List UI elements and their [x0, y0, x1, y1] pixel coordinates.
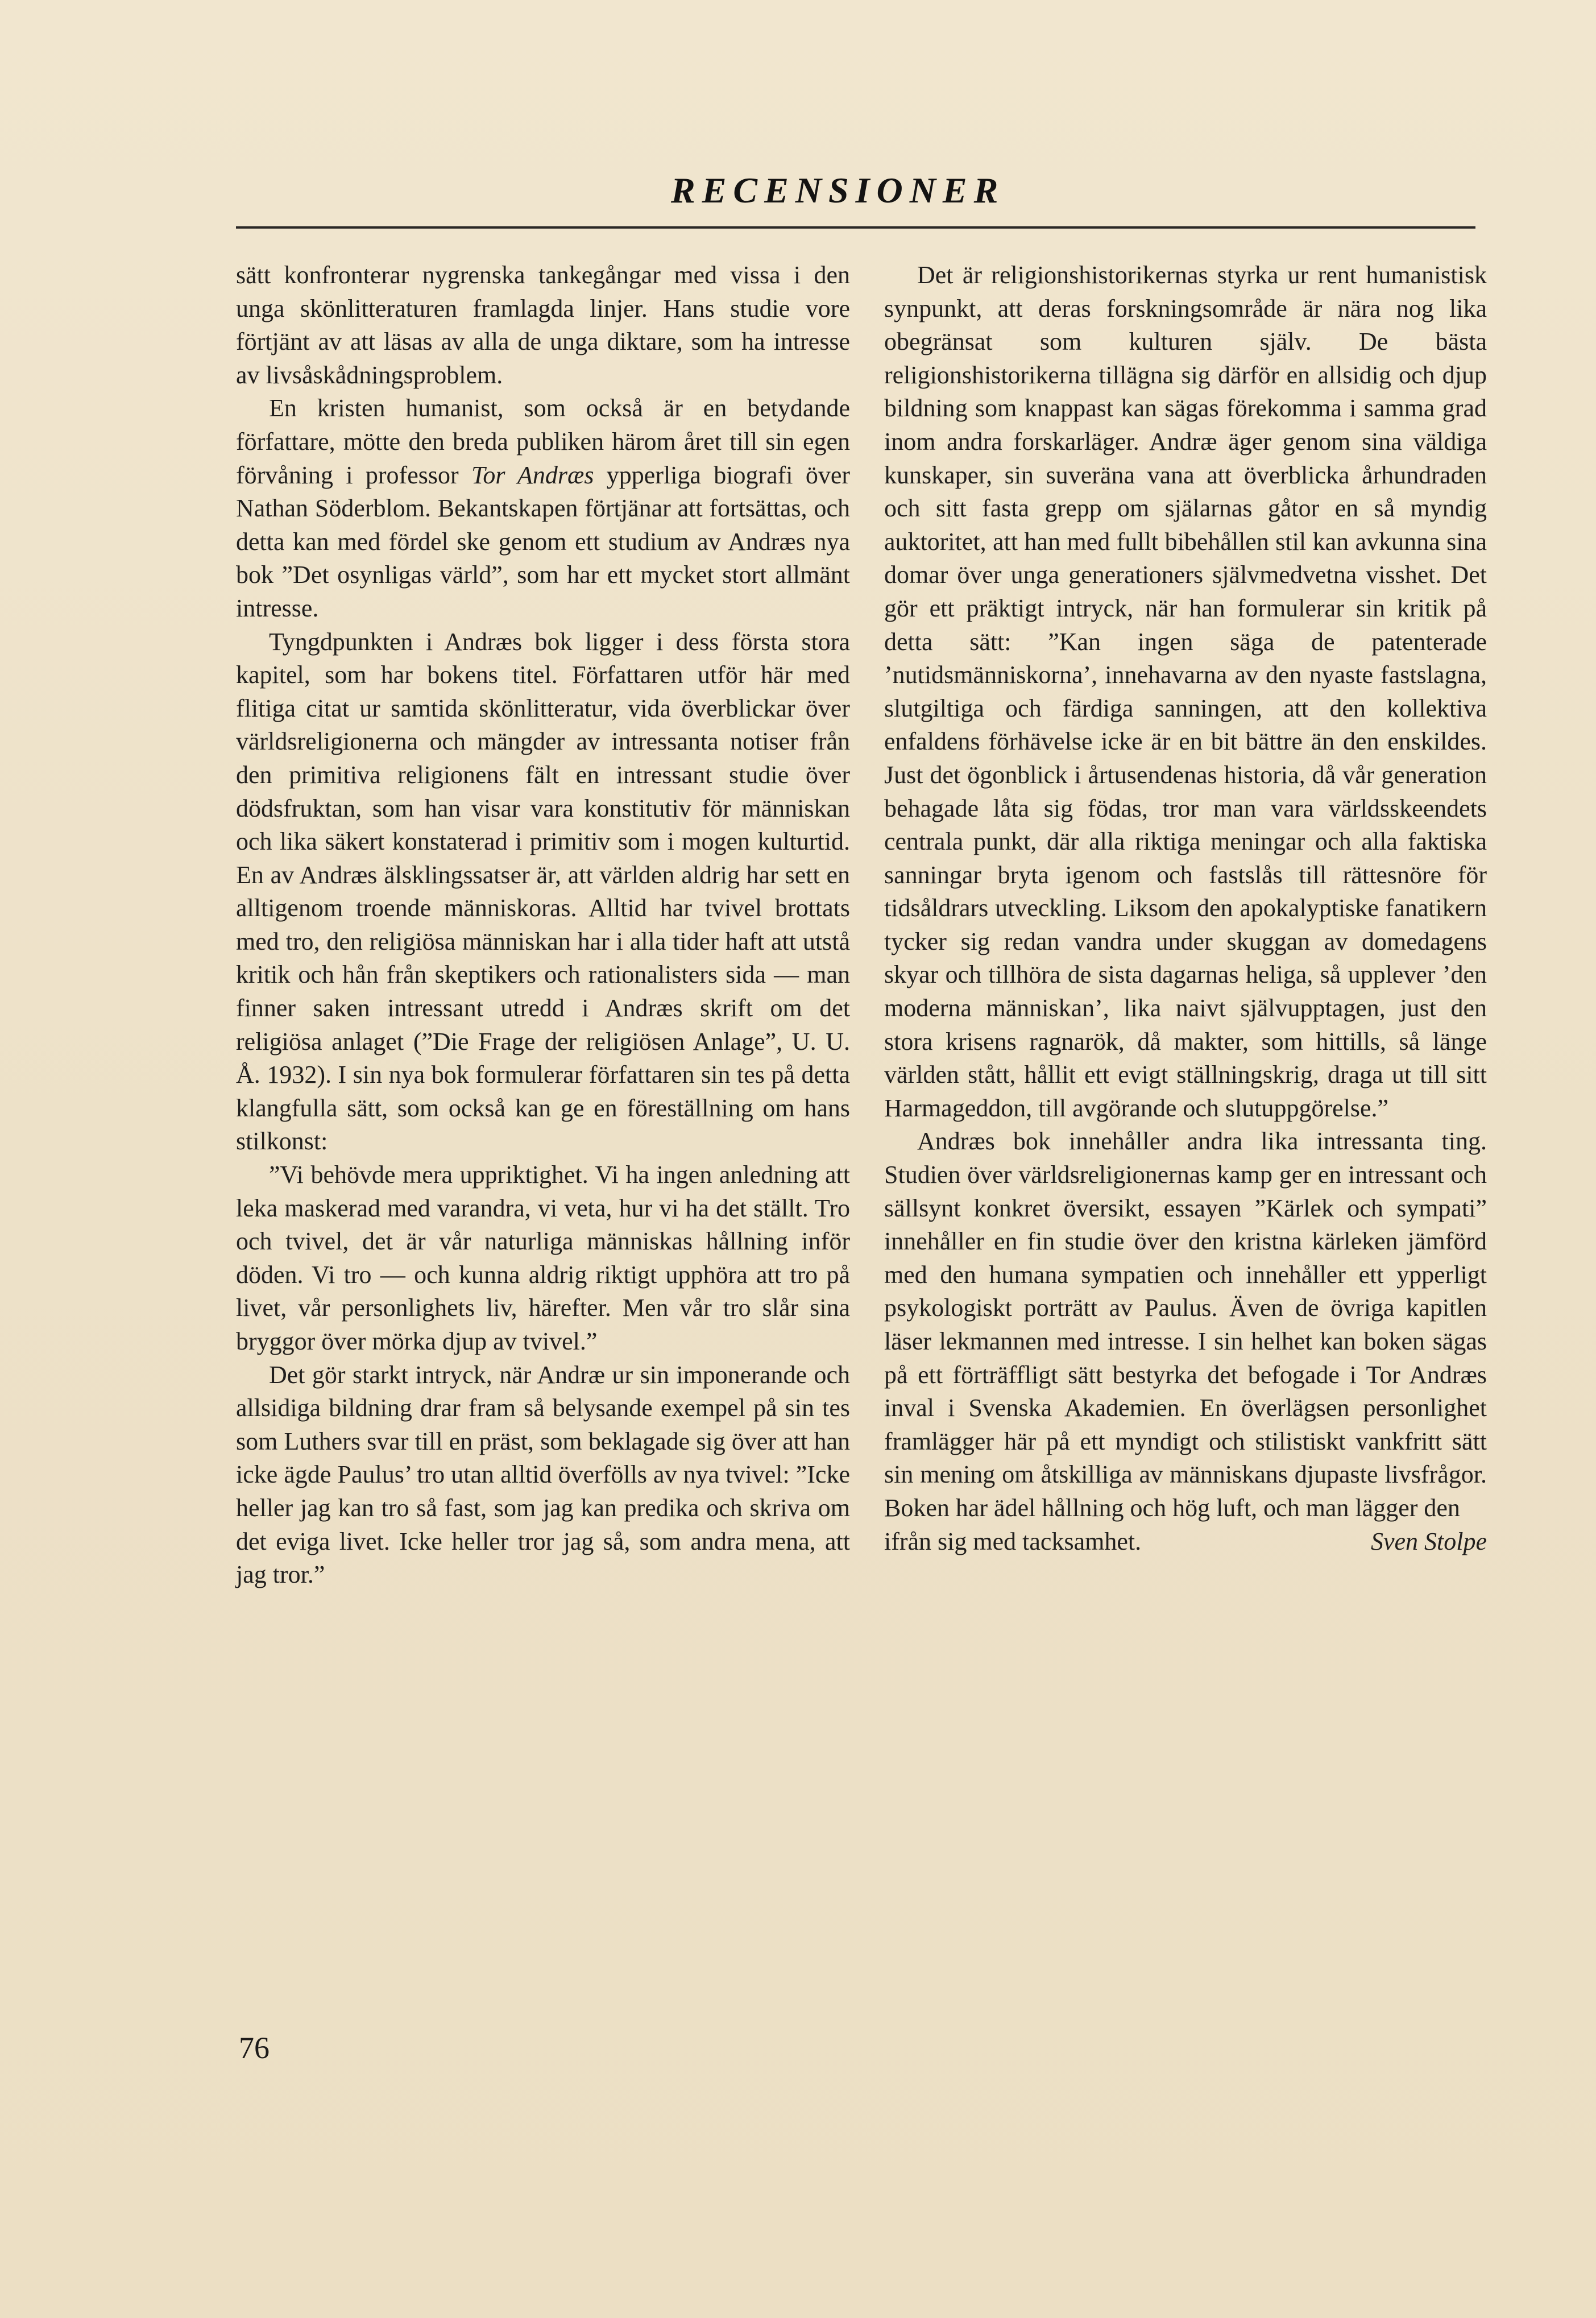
closing-line	[884, 1525, 1487, 1559]
paragraph: sätt konfronterar nygrenska tankegångar med vissa i den unga skönlitteraturen framlagda linjer. Hans studie vore förtjänt av att läsas av alla de unga diktare, som ha intresse av livsåskådningsproblem.	[236, 261, 850, 389]
paragraph: Tyngdpunkten i Andræs bok ligger i dess första stora kapitel, som har bokens titel. Författaren utför här med flitiga citat ur samtida skönlitteratur, vida överblickar över världsreligionerna och mängder av intressanta notiser från den primitiva religionens fält en intressant studie över dödsfruktan, som han visar vara konstitutiv för människan och lika säkert konstaterad i primitiv som i mogen kulturtid. En av Andræs älsklingssatser är, att världen aldrig har sett en alltigenom troende människoras. Alltid har tvivel brottats med tro, den religiösa människan har i alla tider haft att utstå kritik och hån från skeptikers och rationalisters sida — man finner saken intressant utredd i Andræs skrift om det religiösa anlaget (”Die Frage der religiösen Anlage”, U. U. Å. 1932). I sin nya bok formulerar författaren sin tes på detta klangfulla sätt, som också kan ge en föreställning om hans stilkonst:	[236, 627, 850, 1156]
closing-text: ifrån sig med tacksamhet.	[884, 1527, 1142, 1555]
quotation: ”Vi behövde mera uppriktighet. Vi ha ingen anledning att leka maskerad med varandra, vi veta, hur vi ha det ställt. Tro och tvivel, det är vår naturliga människas hållning inför döden. Vi tro — och kunna aldrig riktigt upphöra att tro på livet, vår personlighets liv, härefter. Men vår tro slår sina bryggor över mörka djup av tvivel.”	[236, 1161, 850, 1355]
right-column	[884, 259, 1487, 1558]
page-number: 76	[239, 2031, 270, 2065]
section-title: RECENSIONER	[671, 170, 1005, 210]
paragraph: Det är religionshistorikernas styrka ur rent humanistisk synpunkt, att deras forskningsområde är nära nog lika obegränsat som kulturen själv. De bästa religionshistorikerna tillägna sig därför en allsidig och djup bildning som knappast kan sägas förekomma i samma grad inom andra forskarläger. Andræ äger genom sina väldiga kunskaper, sin suveräna vana att överblicka århundraden och sitt fasta grepp om själarnas gåtor en så myndig auktoritet, att han med fullt bibehållen stil kan avkunna sina domar över unga generationers självmedvetna visshet. Det gör ett präktigt intryck, när han formulerar sin kritik på detta sätt: ”Kan ingen säga de patenterade ’nutidsmänniskorna’, innehavarna av den nyaste fastslagna, slutgiltiga och färdiga sanningen, att den kollektiva enfaldens förhävelse icke är en bit bättre än den enskildes. Just det ögonblick i årtusendenas historia, då vår generation behagade låta sig födas, tror man vara världsskeendets centrala punkt, där alla riktiga meningar och alla faktiska sanningar bryta igenom och fastslås till rättesnöre för tidsåldrars utveckling. Liksom den apokalyptiske fanatikern tycker sig redan vandra under skuggan av domedagens skyar och tillhöra de sista dagarnas heliga, så upplever ’den moderna människan’, lika naivt självupptagen, just den stora krisens ragnarök, då makter, som hittills, så länge världen stått, hållit ett evigt ställningskrig, draga ut till sitt Harmageddon, till avgörande och slutuppgörelse.”	[884, 261, 1487, 1122]
author-signature: Sven Stolpe	[1370, 1527, 1487, 1555]
paragraph-text: En kristen humanist, som också är en betydande författare, mötte den breda publiken härom året till sin egen förvåning i professor	[236, 394, 850, 489]
running-header	[236, 169, 1475, 229]
author-name: Tor Andræs	[471, 461, 594, 489]
paragraph: Det gör starkt intryck, när Andræ ur sin imponerande och allsidiga bildning drar fram så belysande exempel på sin tes som Luthers svar till en präst, som beklagade sig över att han icke ägde Paulus’ tro utan alltid överfölls av nya tvivel: ”Icke heller jag kan tro så fast, som jag kan predika och skriva om det eviga livet. Icke heller tror jag så, som andra mena, att jag tror.”	[236, 1360, 850, 1589]
paragraph-text: ypperliga biografi över Nathan Söderblom. Bekantskapen förtjänar att fortsättas, och detta kan med fördel ske genom ett studium av Andræs nya bok ”Det osynligas värld”, som har ett mycket stort allmänt intresse.	[236, 461, 851, 622]
left-column	[236, 259, 850, 1592]
paragraph	[236, 392, 850, 625]
paragraph: Andræs bok innehåller andra lika intressanta ting. Studien över världsreligionernas kamp ger en intressant och sällsynt konkret översikt, essayen ”Kärlek och sympati” innehåller en fin studie över den kristna kärleken jämförd med den humana sympatien och innehåller ett ypperligt psykologiskt porträtt av Paulus. Även de övriga kapitlen läser lekmannen med intresse. I sin helhet kan boken sägas på ett förträffligt sätt bestyrka det befogade i Tor Andræs inval i Svenska Akademien. En överlägsen personlighet framlägger här på ett myndigt och stilistiskt vankfritt sätt sin mening om åtskilliga av människans djupaste livsfrågor. Boken har ädel hållning och hög luft, och man lägger den	[884, 1127, 1487, 1522]
